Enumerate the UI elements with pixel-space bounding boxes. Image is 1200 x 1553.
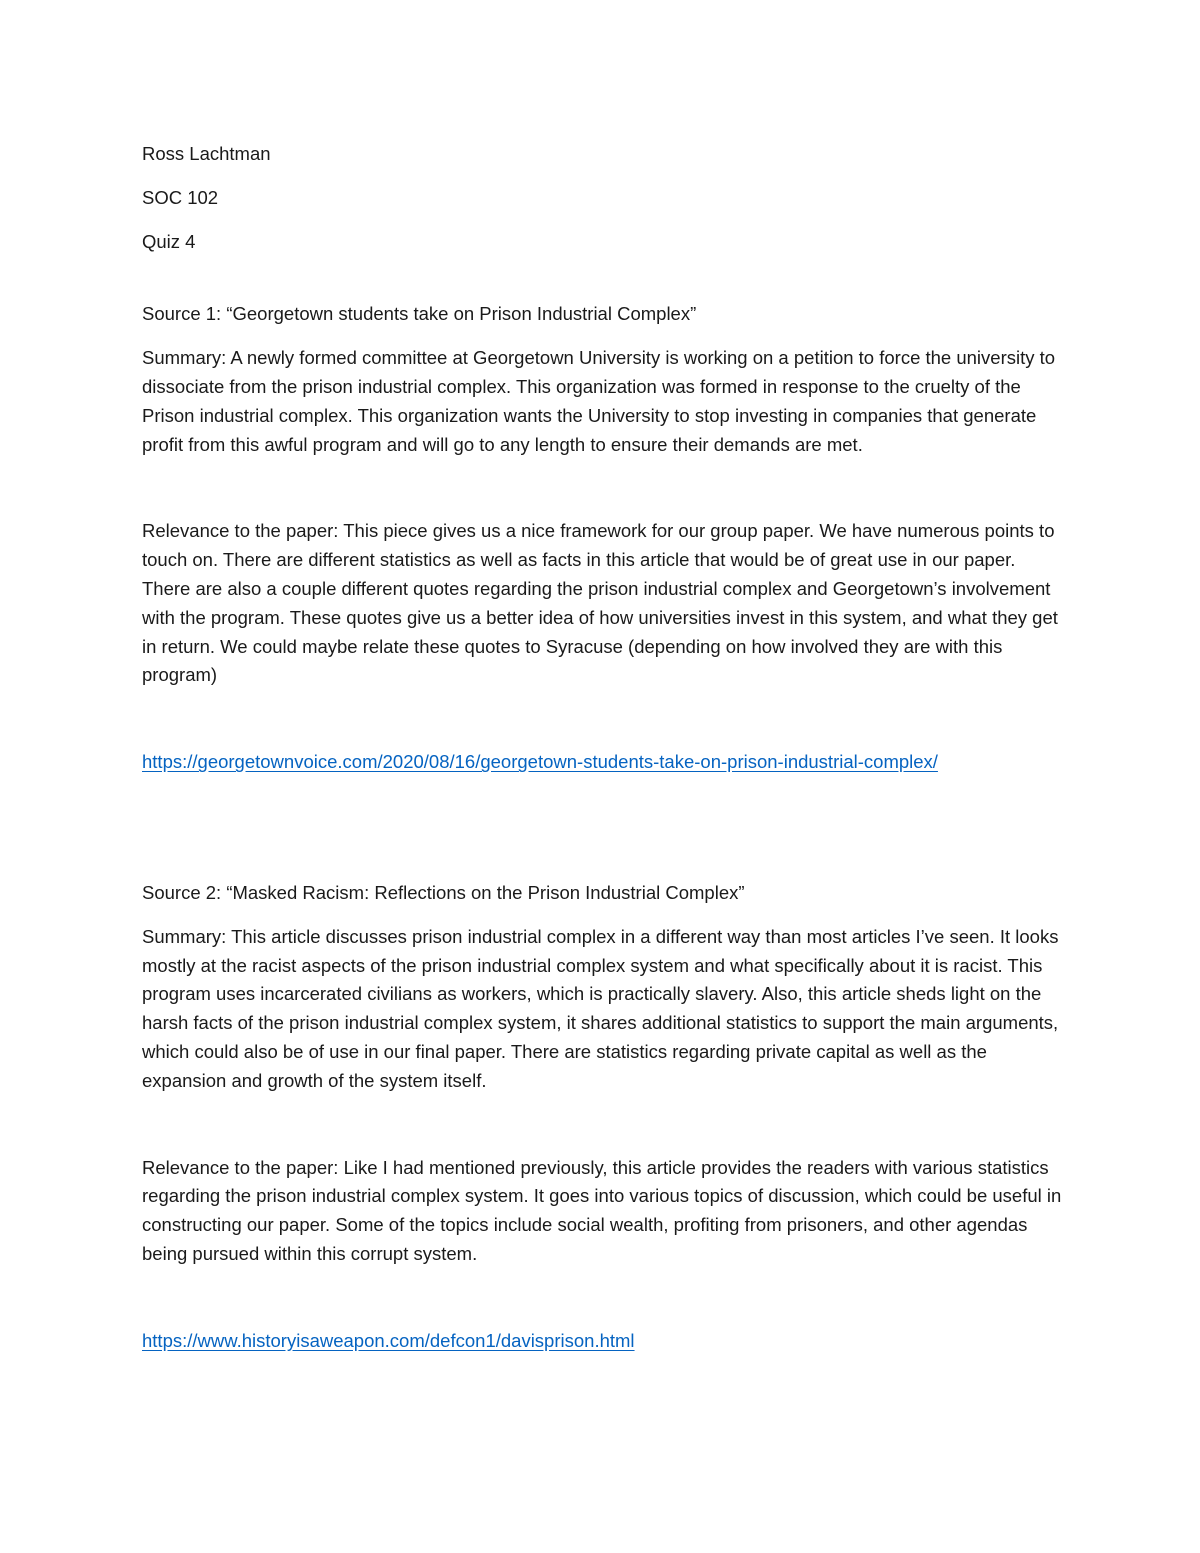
source-link[interactable]: https://georgetownvoice.com/2020/08/16/georgetown-students-take-on-prison-industrial-complex/ xyxy=(142,751,938,773)
source-link[interactable]: https://www.historyisaweapon.com/defcon1/davisprison.html xyxy=(142,1329,635,1351)
source-summary: Summary: A newly formed committee at Georgetown University is working on a petition to force the university to dissociate from the prison industrial complex. This organization was formed in response to the cruelty of the Prison industrial complex. This organization wants the University to stop investing in companies that generate profit from this awful program and will go to any length to ensure their demands are met. xyxy=(142,347,1056,455)
assignment-title: Quiz 4 xyxy=(142,230,196,252)
source-title: Source 1: “Georgetown students take on Prison Industrial Complex” xyxy=(142,303,697,325)
source-relevance: Relevance to the paper: Like I had mentioned previously, this article provides the readers with various statistics regarding the prison industrial complex system. It goes into various topics of discussion, which could be useful in constructing our paper. Some of the topics include social wealth, profiting from prisoners, and other agendas being pursued within this corrupt system. xyxy=(142,1156,1062,1264)
spacer xyxy=(142,908,1062,923)
source-link-line xyxy=(142,748,1062,777)
course-code: SOC 102 xyxy=(142,186,219,208)
document-body xyxy=(142,140,1062,1356)
author-name: Ross Lachtman xyxy=(142,143,271,164)
source-link-line xyxy=(142,1327,1062,1356)
spacer xyxy=(142,1269,1062,1327)
source-block-1 xyxy=(142,300,1062,777)
spacer xyxy=(142,690,1062,748)
source-block-2 xyxy=(142,879,1062,1356)
spacer xyxy=(142,271,1062,300)
spacer xyxy=(142,459,1062,517)
spacer xyxy=(142,329,1062,344)
source-relevance: Relevance to the paper: This piece gives us a nice framework for our group paper. We have numerous points to touch on. There are different statistics as well as facts in this article that would be of great use in our paper. There are also a couple different quotes regarding the prison industrial complex and Georgetown’s involvement with the program. These quotes give us a better idea of how universities invest in this system, and what they get in return. We could maybe relate these quotes to Syracuse (depending on how involved they are with this program) xyxy=(142,520,1058,686)
source-title: Source 2: “Masked Racism: Reflections on the Prison Industrial Complex” xyxy=(142,881,745,903)
spacer xyxy=(142,1096,1062,1154)
source-summary: Summary: This article discusses prison industrial complex in a different way than most articles I’ve seen. It looks mostly at the racist aspects of the prison industrial complex system and what specifically about it is racist. This program uses incarcerated civilians as workers, which is practically slavery. Also, this article sheds light on the harsh facts of the prison industrial complex system, it shares additional statistics to support the main arguments, which could also be of use in our final paper. There are statistics regarding private capital as well as the expansion and growth of the system itself. xyxy=(142,925,1059,1091)
spacer xyxy=(142,777,1062,879)
